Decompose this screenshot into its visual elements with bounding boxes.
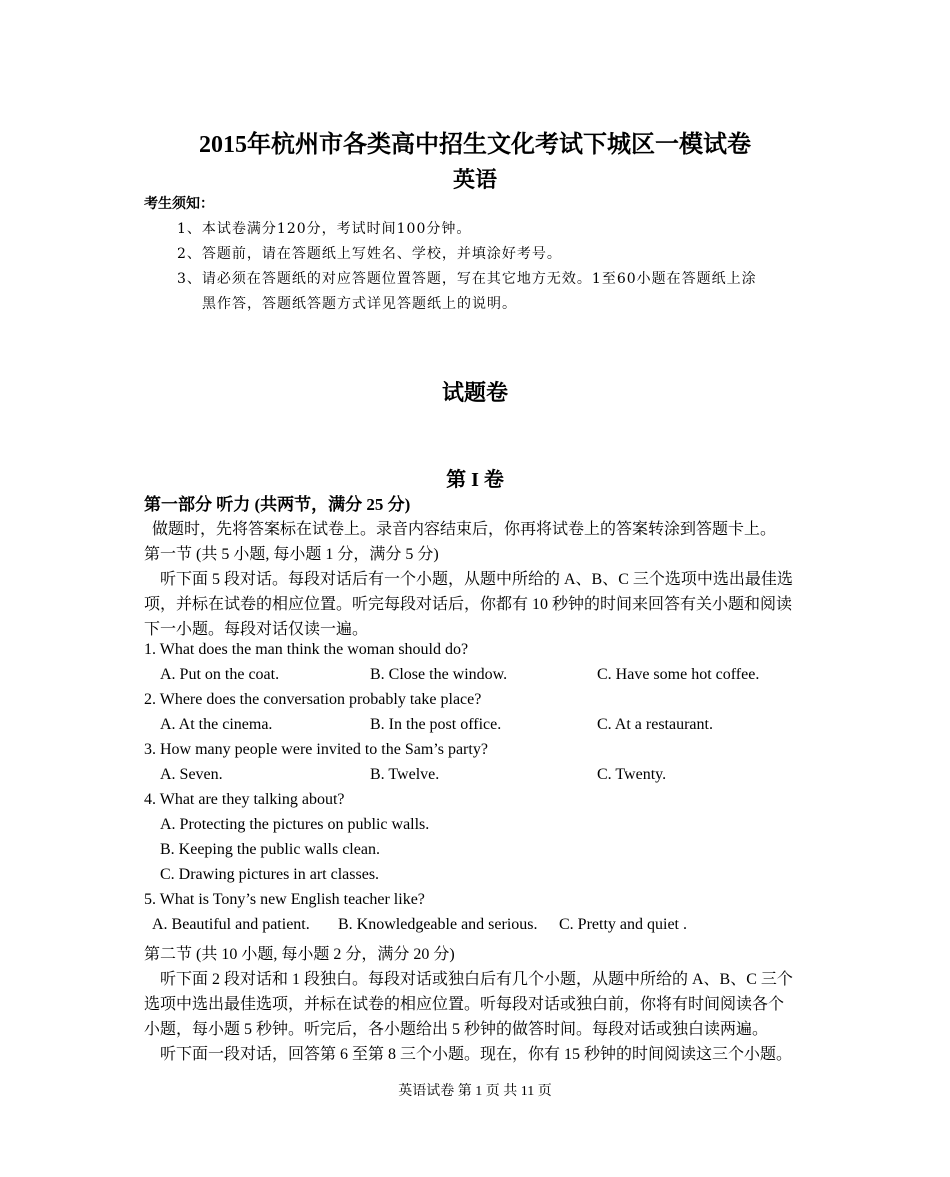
question-4-option-a: A. Protecting the pictures on public walls. <box>160 816 430 833</box>
section2-desc-1: 听下面 2 段对话和 1 段独白。每段对话或独白后有几个小题，从题中所给的 A、B、C 三个 <box>160 971 793 988</box>
section1-title: 第一节 (共 5 小题, 每小题 1 分，满分 5 分) <box>144 546 439 563</box>
question-3-option-b: B. Twelve. <box>370 766 440 783</box>
question-1: 1. What does the man think the woman should do? <box>144 641 469 658</box>
section2-next-instruction: 听下面一段对话，回答第 6 至第 8 三个小题。现在，你有 15 秒钟的时间阅读这三个小题。 <box>160 1046 793 1063</box>
question-3-option-c: C. Twenty. <box>597 766 667 783</box>
notice-item-3: 3、请必须在答题纸的对应答题位置答题，写在其它地方无效。1至60小题在答题纸上涂 <box>177 271 757 287</box>
exam-subject: 英语 <box>452 167 497 192</box>
part1-title: 第一部分 听力 (共两节，满分 25 分) <box>144 495 411 514</box>
section2-desc-3: 小题，每小题 5 秒钟。听完后，各小题给出 5 秒钟的做答时间。每段对话或独白读两遍。 <box>144 1021 769 1038</box>
section-title: 试题卷 <box>441 380 508 405</box>
question-2-option-a: A. At the cinema. <box>160 716 273 733</box>
question-5-option-c: C. Pretty and quiet . <box>559 916 687 933</box>
section2-title: 第二节 (共 10 小题, 每小题 2 分，满分 20 分) <box>144 946 455 963</box>
question-4: 4. What are they talking about? <box>144 791 345 808</box>
question-3: 3. How many people were invited to the Sam’s party? <box>144 741 488 758</box>
question-1-option-b: B. Close the window. <box>370 666 508 683</box>
question-1-option-a: A. Put on the coat. <box>160 666 280 683</box>
page-footer: 英语试卷 第 1 页 共 11 页 <box>398 1084 552 1099</box>
question-5-option-a: A. Beautiful and patient. <box>152 916 310 933</box>
question-4-option-c: C. Drawing pictures in art classes. <box>160 866 380 883</box>
section1-desc-1: 听下面 5 段对话。每段对话后有一个小题，从题中所给的 A、B、C 三个选项中选出最佳选 <box>160 571 793 588</box>
question-1-option-c: C. Have some hot coffee. <box>597 666 760 683</box>
question-5-option-b: B. Knowledgeable and serious. <box>338 916 538 933</box>
question-2-option-b: B. In the post office. <box>370 716 502 733</box>
question-3-option-a: A. Seven. <box>160 766 223 783</box>
question-4-option-b: B. Keeping the public walls clean. <box>160 841 380 858</box>
section1-desc-2: 项，并标在试卷的相应位置。听完每段对话后，你都有 10 秒钟的时间来回答有关小题和阅读 <box>144 596 793 613</box>
notice-item-3-cont: 黑作答，答题纸答题方式详见答题纸上的说明。 <box>202 296 517 312</box>
question-5: 5. What is Tony’s new English teacher like? <box>144 891 425 908</box>
notice-item-2: 2、答题前，请在答题纸上写姓名、学校，并填涂好考号。 <box>177 246 562 262</box>
exam-title: 2015年杭州市各类高中招生文化考试下城区一模试卷 <box>199 132 751 158</box>
volume-title: 第 I 卷 <box>446 469 504 491</box>
notice-item-1: 1、本试卷满分120分，考试时间100分钟。 <box>177 221 472 237</box>
question-2: 2. Where does the conversation probably take place? <box>144 691 482 708</box>
section1-desc-3: 下一小题。每段对话仅读一遍。 <box>144 621 369 638</box>
part1-instruction: 做题时，先将答案标在试卷上。录音内容结束后，你再将试卷上的答案转涂到答题卡上。 <box>152 521 777 538</box>
section2-desc-2: 选项中选出最佳选项，并标在试卷的相应位置。听每段对话或独白前，你将有时间阅读各个 <box>144 996 785 1013</box>
question-2-option-c: C. At a restaurant. <box>597 716 713 733</box>
notice-label: 考生须知： <box>144 196 214 212</box>
